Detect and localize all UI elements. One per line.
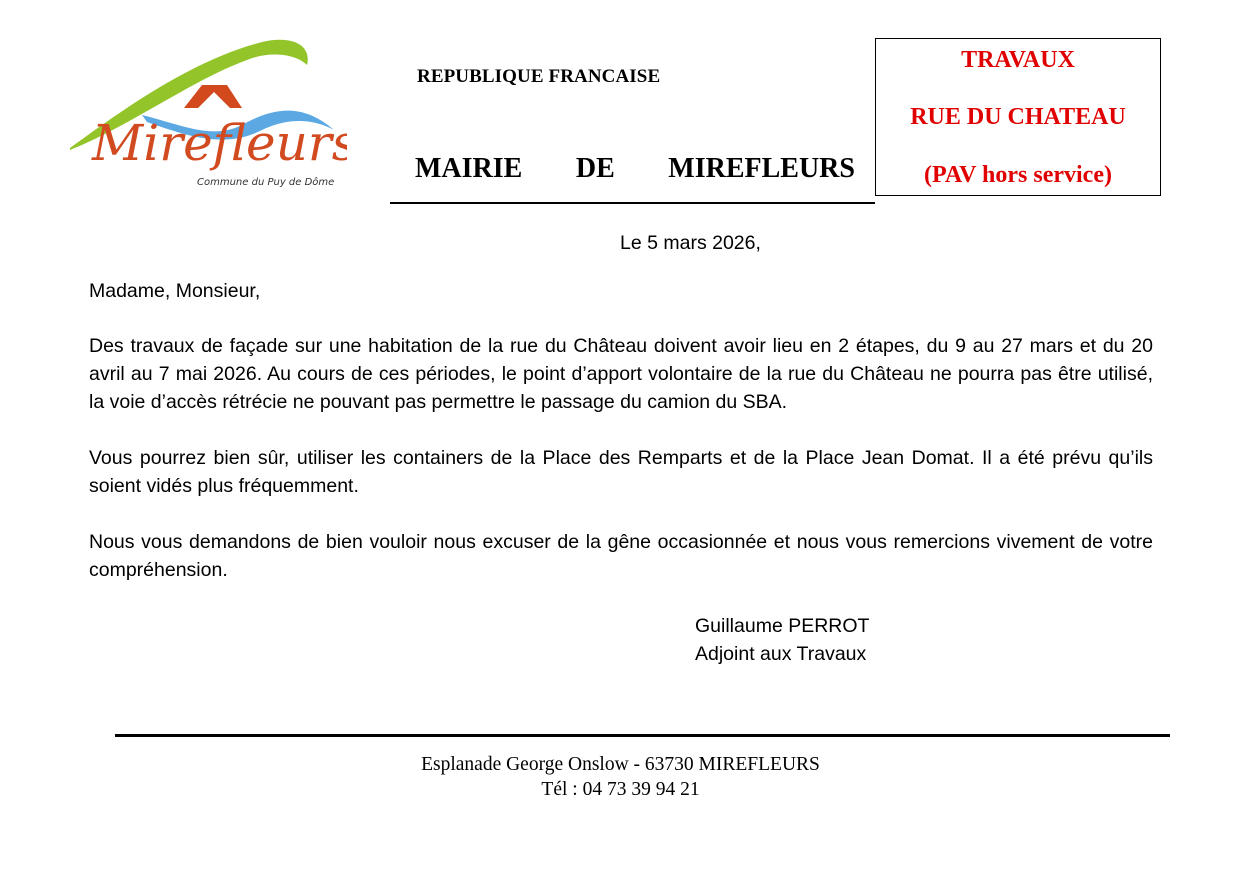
signature-role: Adjoint aux Travaux (695, 643, 867, 665)
footer-divider (115, 734, 1170, 737)
signature-name: Guillaume PERROT (695, 615, 870, 637)
republic-heading: REPUBLIQUE FRANCAISE (417, 66, 661, 87)
notice-status: (PAV hors service) (924, 162, 1112, 188)
mairie-word-1: MAIRIE (415, 153, 523, 184)
logo-tagline: Commune du Puy de Dôme (197, 177, 335, 188)
mairie-heading (415, 153, 855, 185)
footer-phone: Tél : 04 73 39 94 21 (541, 779, 700, 800)
letter-date: Le 5 mars 2026, (620, 232, 761, 254)
notice-street: RUE DU CHATEAU (910, 104, 1126, 130)
logo-graphic (62, 30, 347, 200)
paragraph-apology: Nous vous demandons de bien vouloir nous excuser de la gêne occasionnée et nous vous remercions vivement de votre compréhension. (89, 531, 1153, 581)
header-divider (390, 202, 875, 204)
works-notice-box (875, 38, 1161, 196)
mairie-word-3: MIREFLEURS (668, 153, 855, 184)
letter-salutation: Madame, Monsieur, (89, 280, 261, 302)
mairie-word-2: DE (575, 153, 615, 184)
mirefleurs-logo (62, 30, 347, 200)
logo-wordmark: Mirefleurs (92, 114, 347, 172)
footer (0, 752, 1241, 802)
paragraph-works-dates: Des travaux de façade sur une habitation de la rue du Château doivent avoir lieu en 2 étapes, du 9 au 27 mars et du 20 avril au 7 mai 2026. Au cours de ces périodes, le point d’apport volontaire de la rue du Château ne pourra pas être utilisé, la voie d’accès rétrécie ne pouvant pas permettre le passage du camion du SBA. (89, 335, 1153, 413)
paragraph-alternatives: Vous pourrez bien sûr, utiliser les containers de la Place des Remparts et de la Place Jean Domat. Il a été prévu qu’ils soient vidés plus fréquemment. (89, 447, 1153, 497)
footer-address: Esplanade George Onslow - 63730 MIREFLEURS (421, 754, 820, 775)
notice-title: TRAVAUX (961, 47, 1075, 73)
